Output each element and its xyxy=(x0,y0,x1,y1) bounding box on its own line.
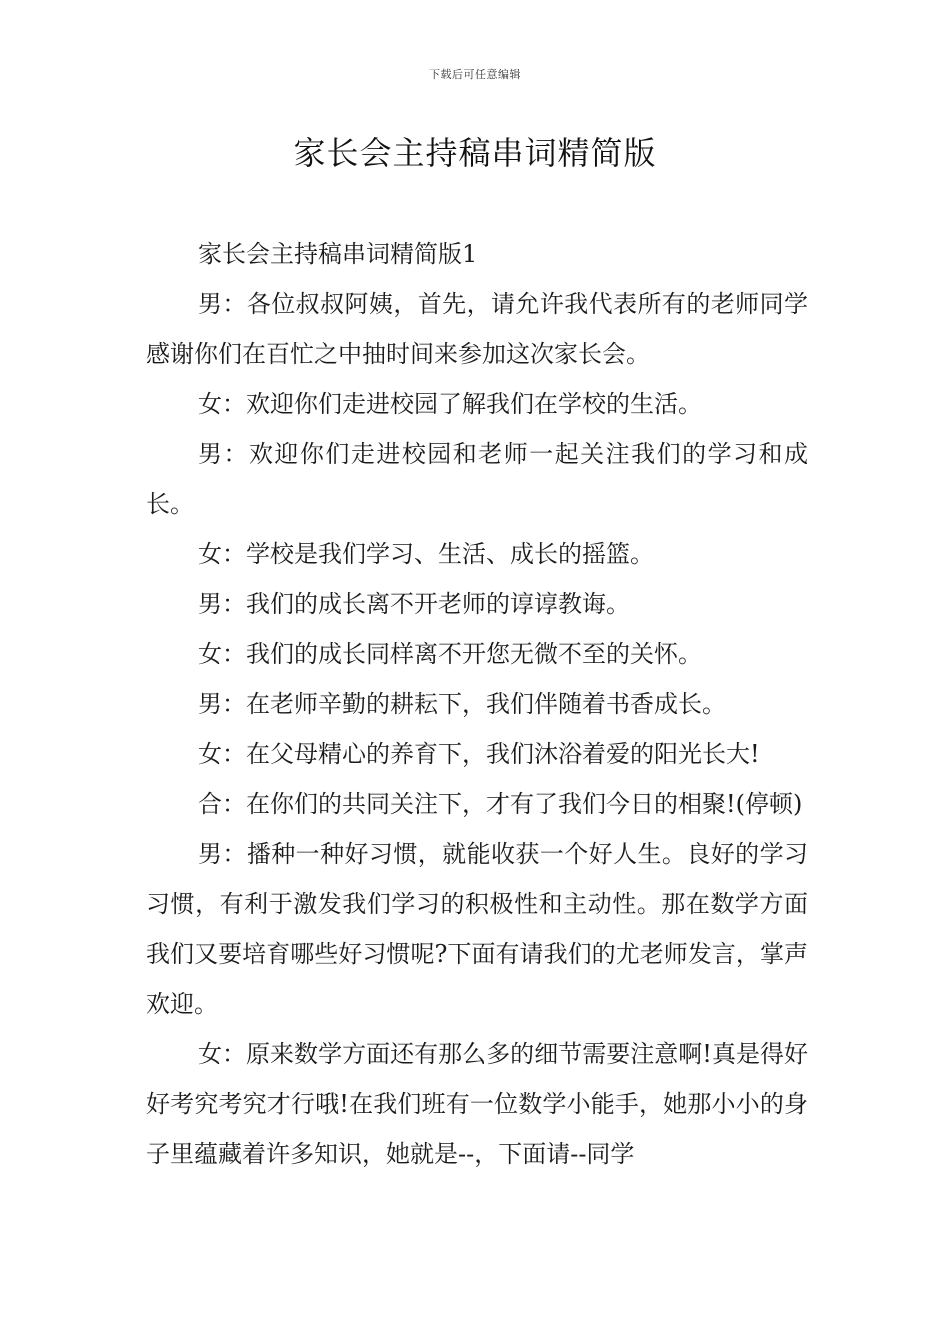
paragraph: 女：我们的成长同样离不开您无微不至的关怀。 xyxy=(198,640,702,668)
paragraph: 男：播种一种好习惯，就能收获一个好人生。良好的学习习惯，有利于激发我们学习的积极性和主动性。那在数学方面我们又要培育哪些好习惯呢?下面有请我们的尤老师发言，掌声欢迎。 xyxy=(146,840,808,1018)
paragraph: 女：学校是我们学习、生活、成长的摇篮。 xyxy=(198,540,654,568)
document-title: 家长会主持稿串词精简版 xyxy=(293,134,657,172)
paragraph: 合：在你们的共同关注下，才有了我们今日的相聚!(停顿) xyxy=(198,790,803,818)
paragraph: 男：欢迎你们走进校园和老师一起关注我们的学习和成长。 xyxy=(146,440,808,518)
document-body xyxy=(146,229,808,1179)
paragraph: 女：欢迎你们走进校园了解我们在学校的生活。 xyxy=(198,390,702,418)
paragraph: 女：在父母精心的养育下，我们沐浴着爱的阳光长大! xyxy=(198,740,760,768)
paragraph: 女：原来数学方面还有那么多的细节需要注意啊!真是得好好考究考究才行哦!在我们班有一位数学小能手，她那小小的身子里蕴藏着许多知识，她就是--，下面请--同学 xyxy=(146,1040,808,1168)
header-note: 下载后可任意编辑 xyxy=(429,68,521,81)
paragraph-subtitle: 家长会主持稿串词精简版1 xyxy=(198,240,478,268)
paragraph: 男：各位叔叔阿姨，首先，请允许我代表所有的老师同学感谢你们在百忙之中抽时间来参加这次家长会。 xyxy=(146,290,808,368)
paragraph: 男：在老师辛勤的耕耘下，我们伴随着书香成长。 xyxy=(198,690,726,718)
paragraph: 男：我们的成长离不开老师的谆谆教诲。 xyxy=(198,590,630,618)
